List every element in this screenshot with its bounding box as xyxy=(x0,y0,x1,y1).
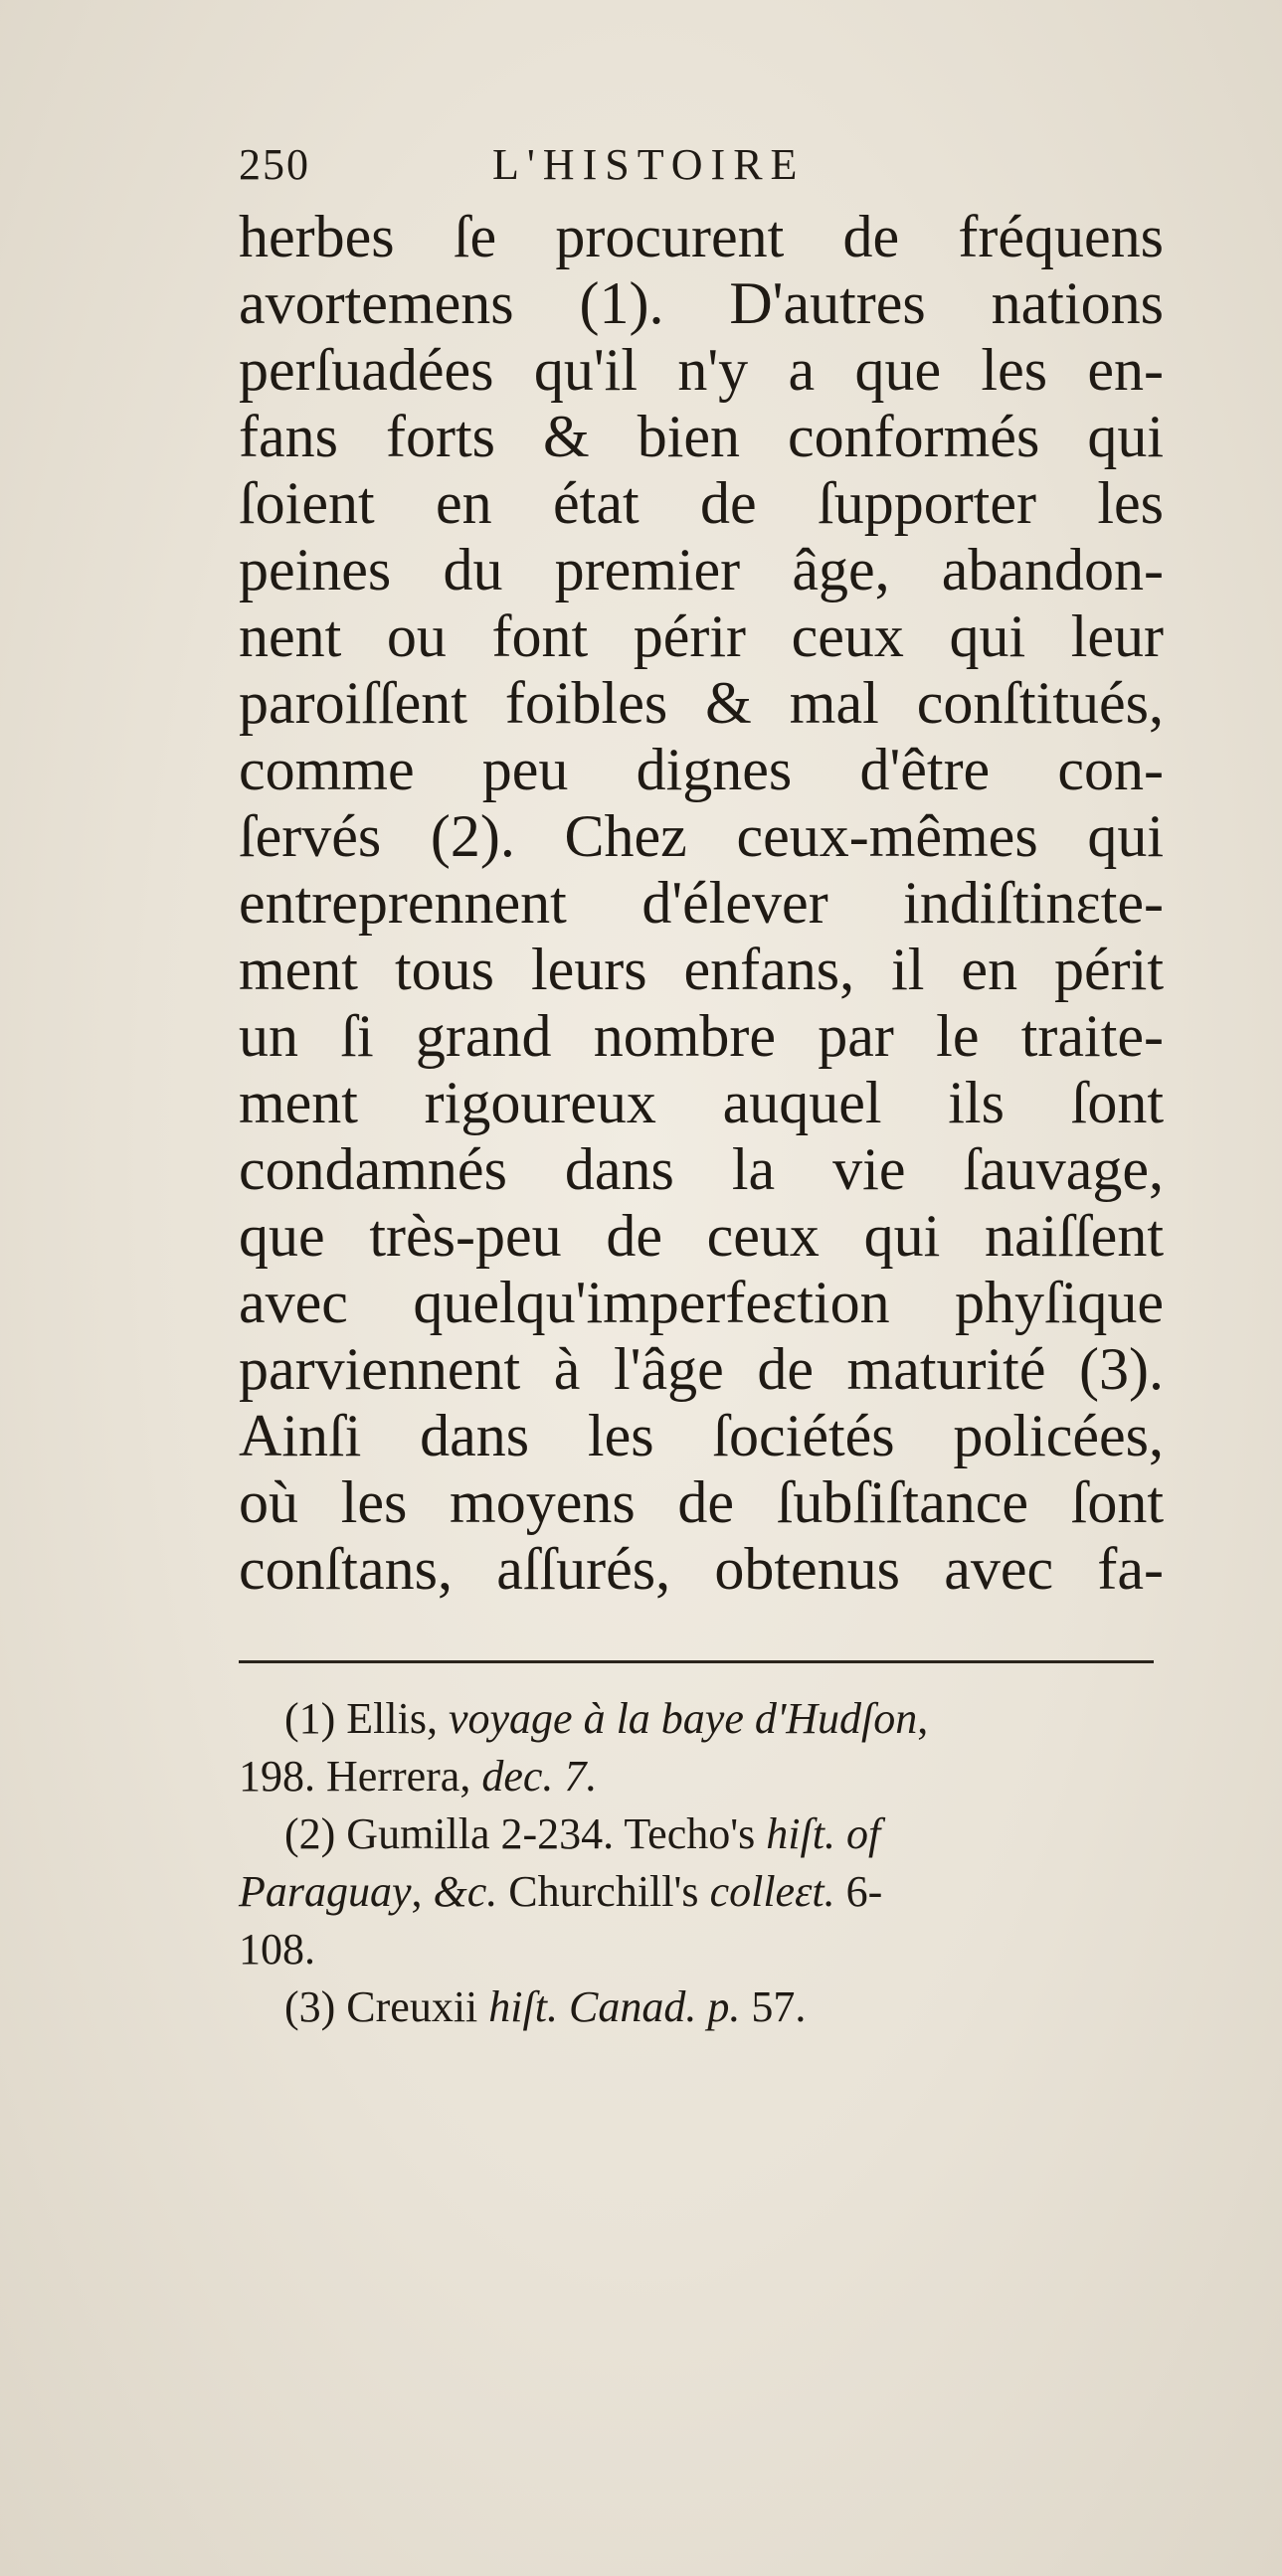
footnote-2-cont2 xyxy=(239,1921,1164,1978)
footnote-text: 198. Herrera, xyxy=(239,1752,482,1801)
footnote-text: , xyxy=(411,1867,434,1916)
text-line: avortemens (1). D'autres nations xyxy=(239,270,1164,336)
footnote-rule xyxy=(239,1660,1154,1663)
text-line: paroiſſent foibles & mal conſtitués, xyxy=(239,670,1164,736)
footnote-text: (2) Gumilla 2-234. Techo's xyxy=(284,1809,767,1858)
footnote-title: &c. xyxy=(433,1867,498,1916)
running-title: L'HISTOIRE xyxy=(492,140,806,189)
footnote-title: Paraguay xyxy=(239,1867,412,1916)
footnote-1-cont xyxy=(239,1748,1164,1805)
text-line: herbes ſe procurent de fréquens xyxy=(239,204,1164,269)
text-line: fans forts & bien conformés qui xyxy=(239,404,1164,469)
footnote-1 xyxy=(239,1690,1164,1748)
text-line: peines du premier âge, abandon- xyxy=(239,537,1164,602)
text-line: avec quelqu'imperfeɛtion phyſique xyxy=(239,1270,1164,1335)
text-line: entreprennent d'élever indiſtinɛte- xyxy=(239,870,1164,936)
text-line: perſuadées qu'il n'y a que les en- xyxy=(239,337,1164,403)
text-line: ment rigoureux auquel ils ſont xyxy=(239,1070,1164,1135)
text-line: où les moyens de ſubſiſtance ſont xyxy=(239,1469,1164,1535)
footnote-text: , xyxy=(917,1694,929,1743)
footnote-2-cont xyxy=(239,1863,1164,1921)
text-line: un ſi grand nombre par le traite- xyxy=(239,1003,1164,1069)
page-header xyxy=(239,139,1034,199)
text-line: nent ou font périr ceux qui leur xyxy=(239,603,1164,669)
footnote-title: voyage à la baye d'Hudſon xyxy=(448,1694,918,1743)
text-line: ment tous leurs enfans, il en périt xyxy=(239,937,1164,1002)
text-line: ſoient en état de ſupporter les xyxy=(239,470,1164,536)
footnote-text: (1) Ellis, xyxy=(284,1694,449,1743)
footnote-title: hiſt. Canad. p. xyxy=(488,1982,741,2031)
footnote-title: hiſt. of xyxy=(766,1809,881,1858)
text-line: que très-peu de ceux qui naiſſent xyxy=(239,1203,1164,1269)
page-number: 250 xyxy=(239,140,310,189)
footnote-text: 57. xyxy=(740,1982,807,2031)
footnotes xyxy=(239,1690,1164,2036)
footnote-2 xyxy=(239,1805,1164,1863)
footnote-title: colleɛt. xyxy=(709,1867,835,1916)
footnote-text: 108. xyxy=(239,1925,315,1974)
body-text xyxy=(239,204,1164,1603)
footnote-title: dec. 7. xyxy=(481,1752,598,1801)
text-line: Ainſi dans les ſociétés policées, xyxy=(239,1403,1164,1468)
text-line: conſtans, aſſurés, obtenus avec fa- xyxy=(239,1536,1164,1602)
footnote-text: (3) Creuxii xyxy=(284,1982,489,2031)
footnote-3 xyxy=(239,1978,1164,2036)
footnote-text: Churchill's xyxy=(497,1867,710,1916)
text-line: parviennent à l'âge de maturité (3). xyxy=(239,1336,1164,1402)
text-line: ſervés (2). Chez ceux-mêmes qui xyxy=(239,803,1164,869)
text-line: comme peu dignes d'être con- xyxy=(239,737,1164,802)
footnote-text: 6- xyxy=(834,1867,883,1916)
text-line: condamnés dans la vie ſauvage, xyxy=(239,1136,1164,1202)
